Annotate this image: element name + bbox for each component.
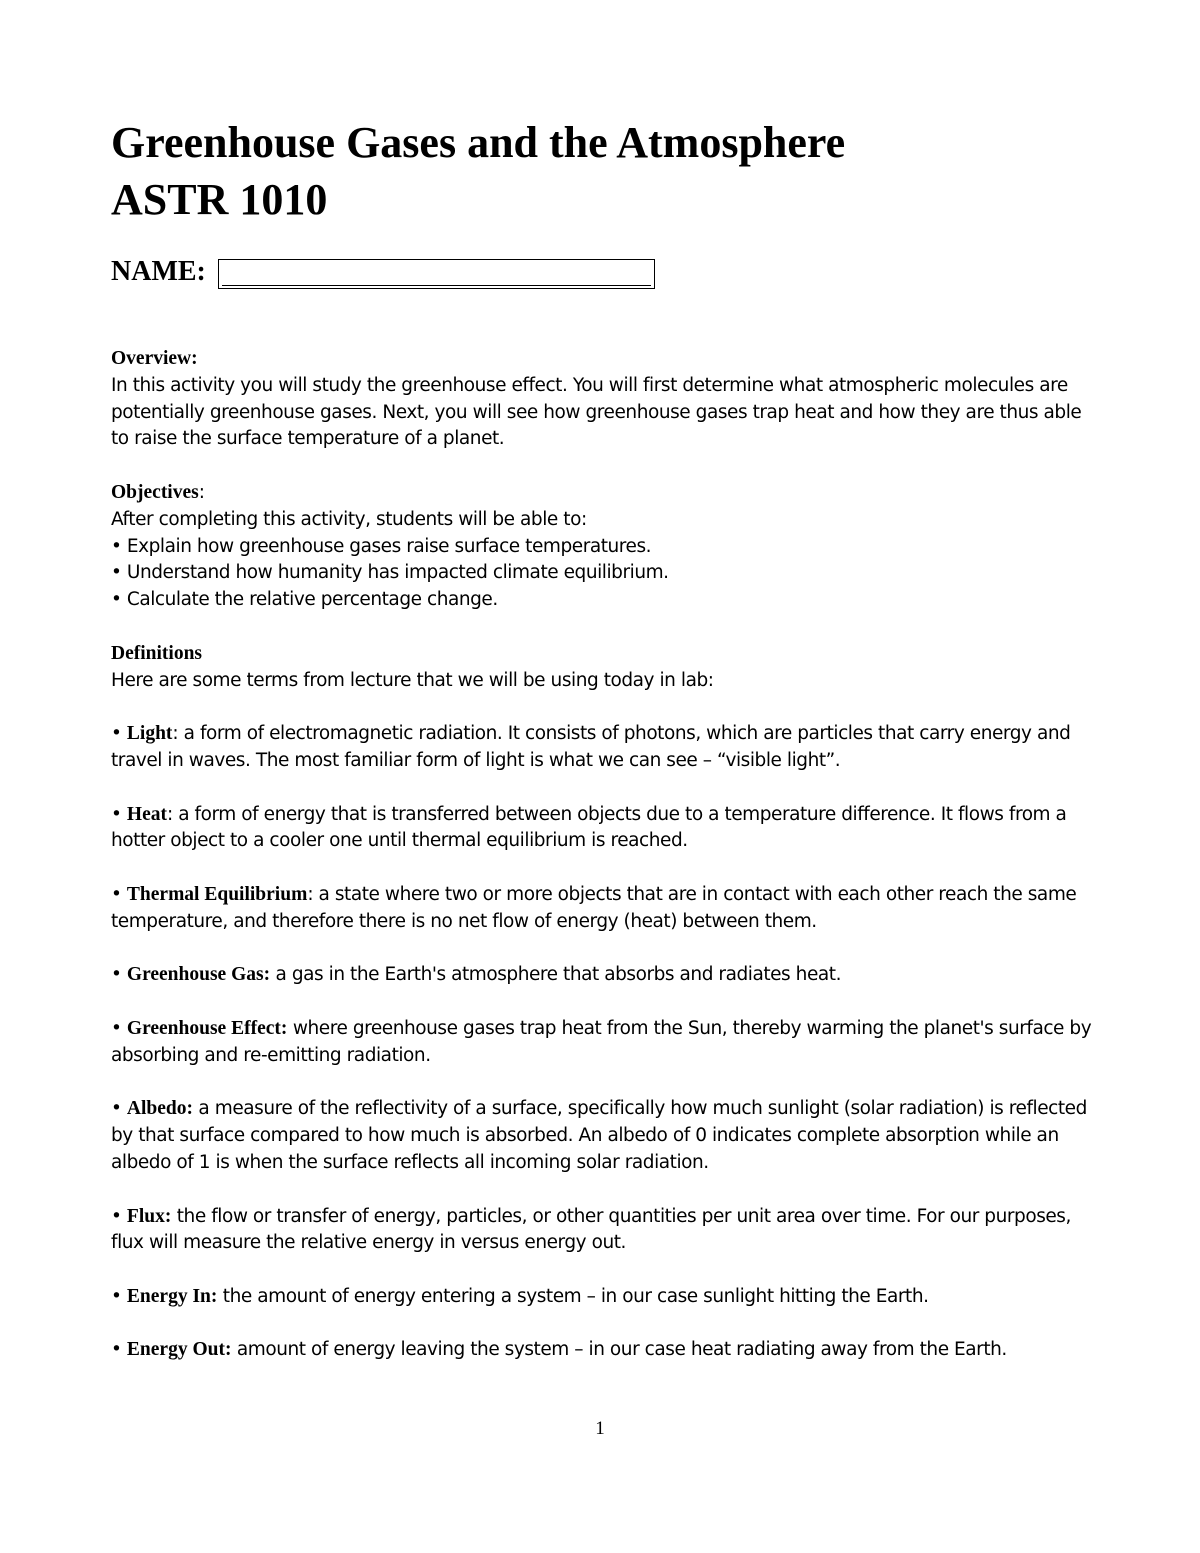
objectives-heading-line (111, 480, 1101, 507)
definition-term: Greenhouse Effect: (126, 1017, 288, 1039)
definition-text: where greenhouse gases trap heat from the Sun, thereby warming the planet's surface by absorbing and re-emitting radiation. (111, 1017, 1092, 1066)
definition-energy-out (111, 1337, 1101, 1364)
spacer (111, 1177, 1101, 1204)
page-number: 1 (595, 1418, 605, 1439)
definition-text: : a form of energy that is transferred between objects due to a temperature difference. It flows from a hotter object to a cooler one until thermal equilibrium is reached. (111, 803, 1067, 852)
definition-text: a measure of the reflectivity of a surface, specifically how much sunlight (solar radiation) is reflected by that surface compared to how much is absorbed. An albedo of 0 indicates complete absorption while an albedo of 1 is when the surface reflects all incoming solar radiation. (111, 1098, 1087, 1173)
bullet: • (111, 723, 127, 745)
bullet: • (111, 803, 127, 825)
definition-text: : a form of electromagnetic radiation. It consists of photons, which are particles that carry energy and travel in waves. The most familiar form of light is what we can see – “visible light”. (111, 723, 1071, 771)
name-field[interactable] (218, 259, 655, 289)
spacer (111, 1257, 1101, 1284)
overview-heading: Overview: (111, 348, 198, 369)
bullet: • (111, 1205, 127, 1227)
spacer (111, 614, 1101, 641)
document-title (111, 114, 845, 228)
definition-albedo (111, 1096, 1101, 1176)
spacer (111, 989, 1101, 1016)
definition-text: the flow or transfer of energy, particles, or other quantities per unit area over time. For our purposes, flux will measure the relative energy in versus energy out. (111, 1205, 1071, 1254)
spacer (111, 694, 1101, 721)
spacer (111, 936, 1101, 963)
spacer (111, 855, 1101, 882)
definition-flux (111, 1204, 1101, 1258)
definition-thermal-equilibrium (111, 882, 1101, 936)
spacer (111, 775, 1101, 802)
bullet: • (111, 1098, 127, 1120)
spacer (111, 1070, 1101, 1097)
objectives-intro: After completing this activity, students will be able to: (111, 508, 587, 530)
objectives-heading: Objectives (111, 481, 199, 503)
definition-greenhouse-gas (111, 962, 1101, 989)
document-body (111, 346, 1101, 1364)
definition-text: : a state where two or more objects that are in contact with each other reach the same temperature, and therefore there is no net flow of energy (heat) between them. (111, 883, 1077, 932)
objectives-heading-colon: : (198, 481, 205, 503)
definition-text: a gas in the Earth's atmosphere that absorbs and radiates heat. (270, 964, 842, 986)
bullet: • (111, 883, 127, 905)
definition-heat (111, 802, 1101, 856)
bullet: • (111, 1285, 127, 1307)
definition-light (111, 721, 1101, 775)
definition-term: Greenhouse Gas: (126, 964, 271, 986)
definition-term: Heat (126, 803, 167, 825)
title-line-2: ASTR 1010 (111, 175, 328, 224)
spacer (111, 1311, 1101, 1338)
definition-text: amount of energy leaving the system – in our case heat radiating away from the Earth. (231, 1339, 1007, 1361)
title-line-1: Greenhouse Gases and the Atmosphere (111, 118, 846, 167)
bullet: • (111, 964, 127, 986)
bullet: • (111, 1339, 127, 1361)
definition-text: the amount of energy entering a system – in our case sunlight hitting the Earth. (217, 1285, 929, 1307)
objective-item: • Explain how greenhouse gases raise surface temperatures. (111, 535, 652, 557)
definition-term: Energy Out: (126, 1339, 232, 1361)
definitions-heading: Definitions (111, 642, 203, 664)
definition-term: Light (126, 723, 173, 745)
definition-greenhouse-effect (111, 1016, 1101, 1070)
definition-term: Energy In: (126, 1285, 218, 1307)
definition-term: Thermal Equilibrium (126, 883, 308, 905)
spacer (111, 453, 1101, 480)
definition-term: Albedo: (126, 1098, 193, 1120)
overview-text: In this activity you will study the greenhouse effect. You will first determine what atmospheric molecules are potentially greenhouse gases. Next, you will see how greenhouse gases trap heat and how they are thus able to raise the surface temperature of a planet. (111, 374, 1082, 450)
definition-energy-in (111, 1284, 1101, 1311)
bullet: • (111, 1017, 127, 1039)
definitions-intro: Here are some terms from lecture that we will be using today in lab: (111, 669, 714, 691)
objective-item: • Understand how humanity has impacted climate equilibrium. (111, 562, 669, 584)
objective-item: • Calculate the relative percentage change. (111, 589, 498, 611)
definition-term: Flux: (126, 1205, 172, 1227)
name-label: NAME: (111, 256, 206, 287)
